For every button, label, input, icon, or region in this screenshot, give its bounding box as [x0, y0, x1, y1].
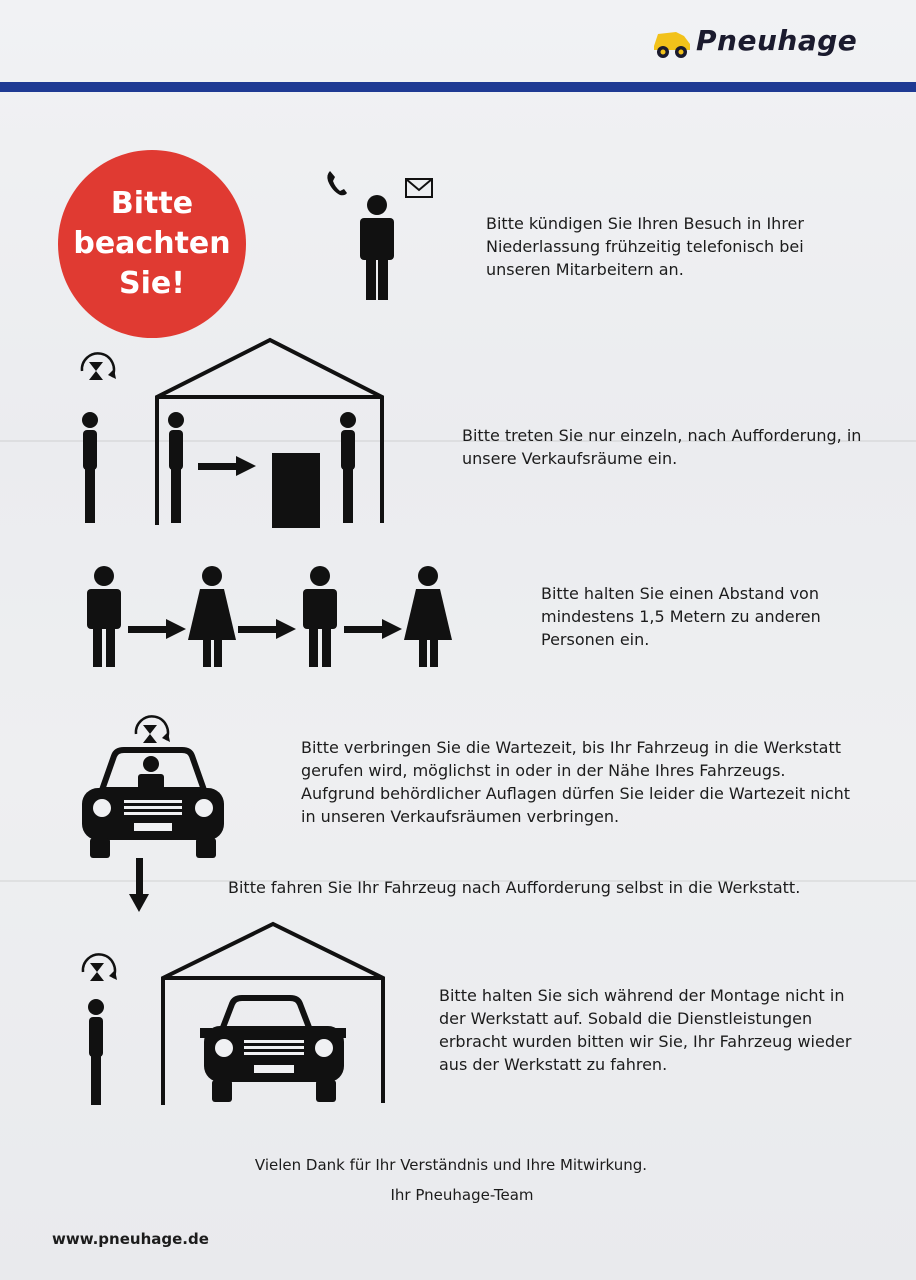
man-icon	[303, 566, 337, 667]
header-rule	[0, 82, 916, 92]
brand-logo	[650, 22, 900, 66]
badge-line: Bitte	[110, 186, 194, 221]
distance-pictogram	[84, 562, 464, 672]
instruction-text: Bitte halten Sie sich während der Montage nicht in der Werkstatt auf. Sobald die Dienstleistungen erbracht wurden bitten wir Sie, Ihr Fahrzeug wieder aus der Werkstatt zu fahren.	[439, 986, 852, 1074]
badge-line: Sie!	[119, 266, 185, 301]
workshop-pictogram	[78, 920, 398, 1110]
person-icon	[88, 999, 104, 1105]
woman-icon	[188, 566, 236, 667]
closing-thanks: Vielen Dank für Ihr Verständnis und Ihre Mitwirkung.	[254, 1156, 648, 1174]
shop-entry-pictogram	[72, 335, 392, 535]
counter-desk-icon	[272, 453, 320, 528]
car-front-icon	[82, 750, 224, 858]
arrow-right-icon	[238, 619, 296, 639]
waiting-time-icon	[83, 954, 117, 981]
instruction-text: Bitte treten Sie nur einzeln, nach Aufforderung, in unsere Verkaufsräume ein.	[462, 426, 862, 468]
instruction-text: Bitte kündigen Sie Ihren Besuch in Ihrer Niederlassung frühzeitig telefonisch bei unseren Mitarbeitern an.	[486, 214, 804, 279]
contact-pictogram	[320, 165, 440, 305]
waiting-time-icon	[82, 353, 116, 380]
arrow-right-icon	[198, 456, 256, 476]
waiting-time-icon	[136, 716, 170, 743]
logo-truck-icon	[650, 22, 694, 62]
phone-icon	[327, 171, 347, 195]
person-icon	[168, 412, 184, 523]
instruction-text: Bitte halten Sie einen Abstand von mindestens 1,5 Metern zu anderen Personen ein.	[541, 584, 821, 649]
instruction-text: Bitte fahren Sie Ihr Fahrzeug nach Aufforderung selbst in die Werkstatt.	[228, 878, 801, 897]
person-icon	[82, 412, 98, 523]
website-url: www.pneuhage.de	[52, 1230, 209, 1248]
instruction-text: Bitte verbringen Sie die Wartezeit, bis Ihr Fahrzeug in die Werkstatt gerufen wird, möglichst in oder in der Nähe Ihres Fahrzeugs. Aufgrund behördlicher Auflagen dürfen Sie leider die Wartezeit nicht in unseren Verkaufsräumen verbringen.	[301, 738, 851, 826]
arrow-right-icon	[344, 619, 402, 639]
man-icon	[87, 566, 121, 667]
wait-in-car-pictogram	[78, 698, 228, 918]
brand-name: Pneuhage	[696, 24, 858, 57]
car-front-icon	[200, 998, 346, 1102]
woman-icon	[404, 566, 452, 667]
arrow-right-icon	[128, 619, 186, 639]
arrow-down-icon	[129, 858, 149, 912]
staff-person-icon	[340, 412, 356, 523]
person-icon	[360, 195, 394, 300]
closing-signature: Ihr Pneuhage-Team	[390, 1186, 534, 1204]
badge-line: beachten	[73, 226, 231, 261]
mail-icon	[406, 179, 432, 197]
attention-badge	[58, 150, 246, 338]
